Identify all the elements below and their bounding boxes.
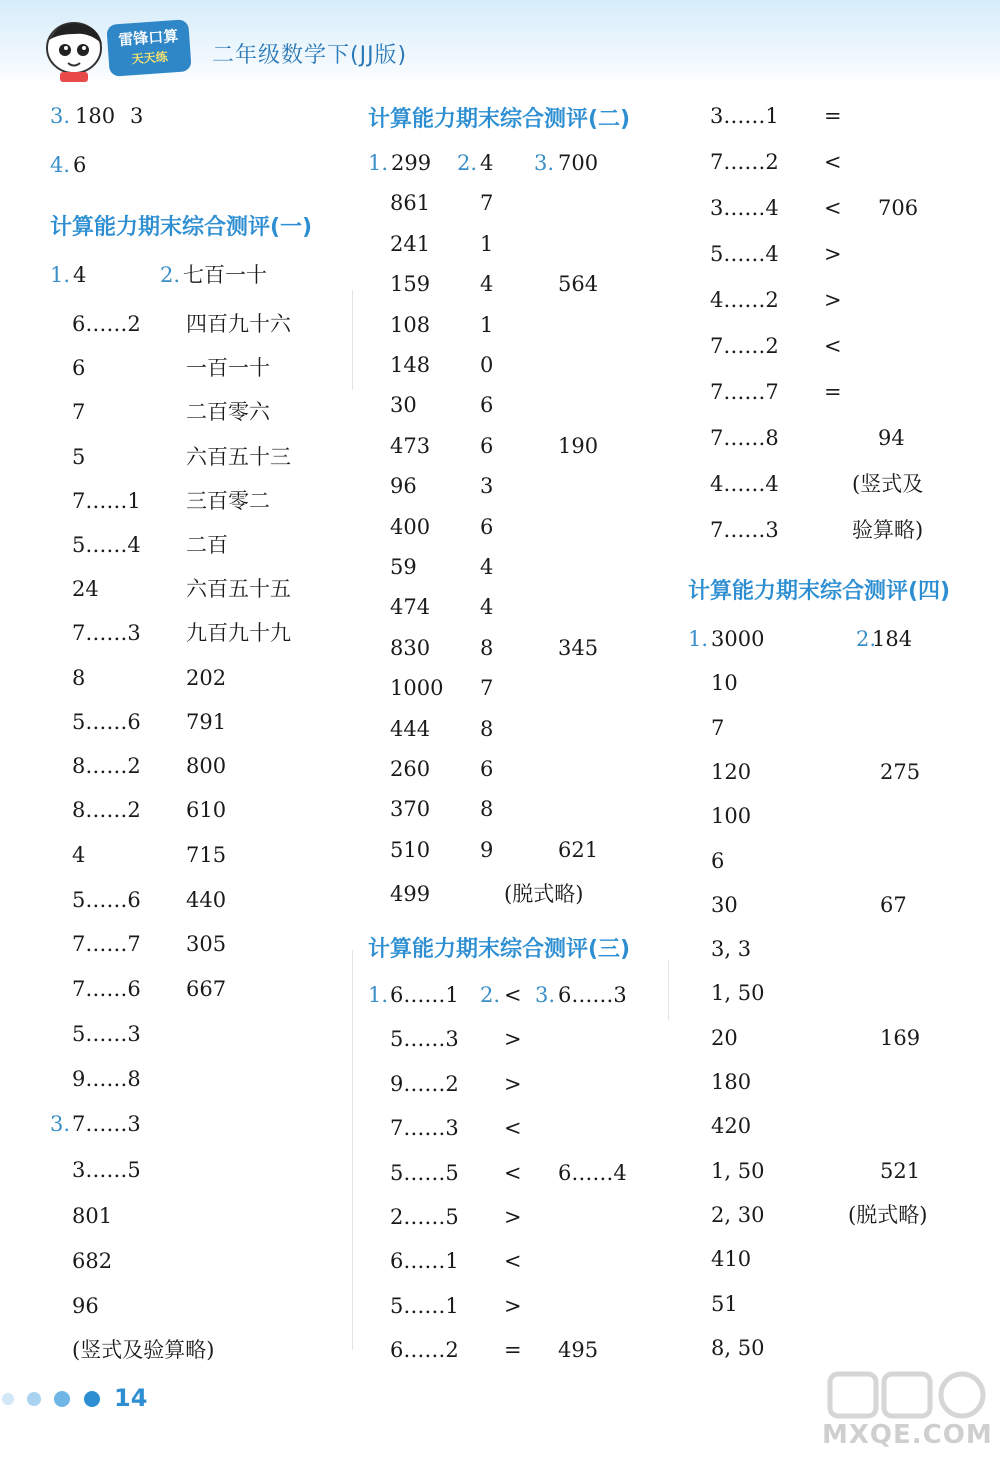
question-number: 1. bbox=[368, 983, 389, 1007]
answer-value: = bbox=[824, 380, 842, 404]
answer-value: (竖式及 bbox=[852, 472, 924, 496]
answer-value: 94 bbox=[878, 426, 905, 450]
answer-value: < bbox=[504, 983, 522, 1007]
answer-value: 6……2 bbox=[390, 1338, 459, 1362]
section-title-1: 计算能力期末综合测评(一) bbox=[50, 215, 313, 240]
answer-value: < bbox=[824, 334, 842, 358]
answer-value: 10 bbox=[711, 671, 738, 695]
question-number: 1. bbox=[368, 151, 389, 175]
answer-value: < bbox=[504, 1116, 522, 1140]
answer-value: 7……3 bbox=[390, 1116, 459, 1140]
answer-value: 7……3 bbox=[72, 621, 141, 645]
answer-value: 100 bbox=[711, 804, 752, 828]
answer-value: 6……2 bbox=[72, 312, 141, 336]
answer-value: 7……2 bbox=[710, 334, 779, 358]
answer-value: 24 bbox=[72, 577, 99, 601]
answer-value: 59 bbox=[390, 555, 417, 579]
answer-value: 410 bbox=[711, 1247, 752, 1271]
answer-value: 7……2 bbox=[710, 150, 779, 174]
answer-value: 30 bbox=[711, 893, 738, 917]
answer-value: 801 bbox=[72, 1204, 113, 1228]
answer-value: 4 bbox=[73, 263, 87, 287]
answer-value: 1 bbox=[480, 232, 494, 256]
answer-value: 6 bbox=[480, 434, 494, 458]
answer-value: 6……3 bbox=[558, 983, 627, 1007]
answer-value: 6 bbox=[72, 356, 86, 380]
answer-value: 3……5 bbox=[72, 1158, 141, 1182]
column-divider bbox=[352, 290, 353, 390]
column-divider bbox=[668, 960, 669, 1020]
answer-value: 275 bbox=[880, 760, 921, 784]
brand-name: 雷锋口算 bbox=[117, 26, 179, 50]
answer-value: 474 bbox=[390, 595, 431, 619]
answer-value: 8, 50 bbox=[711, 1336, 765, 1360]
answer-value: 8 bbox=[480, 797, 494, 821]
answer-value: 67 bbox=[880, 893, 907, 917]
answer-value: 5……5 bbox=[390, 1161, 459, 1185]
question-number: 2. bbox=[856, 627, 877, 651]
answer-value: 二百零六 bbox=[186, 400, 270, 424]
answer-value: 4 bbox=[480, 555, 494, 579]
answer-value: 495 bbox=[558, 1338, 599, 1362]
answer-value: 473 bbox=[390, 434, 431, 458]
answer-value: 700 bbox=[558, 151, 599, 175]
answer-value: 4……4 bbox=[710, 472, 779, 496]
answer-value: 96 bbox=[390, 474, 417, 498]
question-number: 2. bbox=[457, 151, 478, 175]
answer-value: 159 bbox=[390, 272, 431, 296]
question-number: 2. bbox=[160, 263, 181, 287]
answer-value: 7……7 bbox=[72, 932, 141, 956]
answer-value: 706 bbox=[878, 196, 919, 220]
answer-value: 7 bbox=[72, 400, 86, 424]
answer-value: 0 bbox=[480, 353, 494, 377]
answer-value: 667 bbox=[186, 977, 227, 1001]
page-header bbox=[0, 0, 1000, 88]
answer-value: 4 bbox=[480, 595, 494, 619]
answer-value: < bbox=[824, 196, 842, 220]
answer-value: 440 bbox=[186, 888, 227, 912]
answer-value: < bbox=[824, 150, 842, 174]
answer-value: 400 bbox=[390, 515, 431, 539]
answer-value: 一百一十 bbox=[186, 356, 270, 380]
column-divider bbox=[352, 950, 353, 1350]
answer-value: 190 bbox=[558, 434, 599, 458]
answer-value: 9……2 bbox=[390, 1072, 459, 1096]
book-title: 二年级数学下(JJ版) bbox=[212, 43, 408, 68]
question-number: 3. bbox=[534, 151, 555, 175]
question-number: 3. bbox=[50, 104, 71, 128]
answer-value: 610 bbox=[186, 798, 227, 822]
answer-value: 184 bbox=[872, 627, 913, 651]
answer-value: 4 bbox=[480, 151, 494, 175]
answer-value: 444 bbox=[390, 717, 431, 741]
question-number: 4. bbox=[50, 153, 71, 177]
answer-value: > bbox=[824, 242, 842, 266]
answer-value: 345 bbox=[558, 636, 599, 660]
answer-value: 8 bbox=[480, 636, 494, 660]
answer-value: 830 bbox=[390, 636, 431, 660]
answer-value: 7……8 bbox=[710, 426, 779, 450]
answer-value: 564 bbox=[558, 272, 599, 296]
answer-value: 51 bbox=[711, 1292, 738, 1316]
answer-value: 7……1 bbox=[72, 489, 141, 513]
answer-value: 715 bbox=[186, 843, 227, 867]
answer-value: > bbox=[504, 1294, 522, 1318]
answer-value: < bbox=[504, 1161, 522, 1185]
answer-value: 2, 30 bbox=[711, 1203, 765, 1227]
answer-value: 验算略) bbox=[852, 518, 924, 542]
answer-value: 3000 bbox=[711, 627, 765, 651]
answer-value: < bbox=[504, 1249, 522, 1273]
answer-value: 861 bbox=[390, 191, 431, 215]
answer-value: 九百九十九 bbox=[186, 621, 291, 645]
answer-value: 148 bbox=[390, 353, 431, 377]
answer-value: 260 bbox=[390, 757, 431, 781]
answer-value: 1 bbox=[480, 313, 494, 337]
answer-value: (脱式略) bbox=[848, 1203, 928, 1227]
page-number: 14 bbox=[114, 1384, 148, 1412]
answer-value: 5 bbox=[72, 445, 86, 469]
omission-note: (竖式及验算略) bbox=[72, 1338, 215, 1362]
answer-value: 499 bbox=[390, 882, 431, 906]
answer-value: > bbox=[824, 288, 842, 312]
answer-value: 180 bbox=[75, 104, 116, 128]
answer-value: 299 bbox=[391, 151, 432, 175]
answer-value: > bbox=[504, 1072, 522, 1096]
answer-value: 3 bbox=[130, 104, 144, 128]
omission-note: (脱式略) bbox=[504, 882, 584, 906]
answer-value: 6 bbox=[711, 849, 725, 873]
watermark-text: MXQE.COM bbox=[822, 1420, 993, 1450]
answer-value: 108 bbox=[390, 313, 431, 337]
answer-value: > bbox=[504, 1205, 522, 1229]
answer-value: 370 bbox=[390, 797, 431, 821]
answer-value: 8 bbox=[480, 717, 494, 741]
answer-value: 30 bbox=[390, 393, 417, 417]
answer-value: 4 bbox=[480, 272, 494, 296]
answer-value: 5……6 bbox=[72, 710, 141, 734]
answer-value: 5……4 bbox=[72, 533, 141, 557]
answer-value: 521 bbox=[880, 1159, 921, 1183]
answer-value: 7 bbox=[711, 716, 725, 740]
answer-value: 8 bbox=[72, 666, 86, 690]
answer-value: 9 bbox=[480, 838, 494, 862]
answer-value: 7 bbox=[480, 676, 494, 700]
question-number: 1. bbox=[50, 263, 71, 287]
question-number: 3. bbox=[535, 983, 556, 1007]
answer-value: 3 bbox=[480, 474, 494, 498]
answer-value: 6……1 bbox=[390, 983, 459, 1007]
answer-value: 20 bbox=[711, 1026, 738, 1050]
answer-value: 7……3 bbox=[72, 1112, 141, 1136]
answer-value: 96 bbox=[72, 1294, 99, 1318]
answer-value: 4 bbox=[72, 843, 86, 867]
answer-value: 169 bbox=[880, 1026, 921, 1050]
answer-value: 3……1 bbox=[710, 104, 779, 128]
section-title-2: 计算能力期末综合测评(二) bbox=[368, 107, 631, 132]
answer-value: 420 bbox=[711, 1114, 752, 1138]
answer-value: 7……3 bbox=[710, 518, 779, 542]
answer-value: > bbox=[504, 1027, 522, 1051]
answer-value: 1, 50 bbox=[711, 981, 765, 1005]
answer-value: 5……1 bbox=[390, 1294, 459, 1318]
answer-value: 180 bbox=[711, 1070, 752, 1094]
section-title-3: 计算能力期末综合测评(三) bbox=[368, 937, 631, 962]
answer-value: 5……3 bbox=[390, 1027, 459, 1051]
answer-value: 7……7 bbox=[710, 380, 779, 404]
answer-value: 791 bbox=[186, 710, 227, 734]
answer-value: 7 bbox=[480, 191, 494, 215]
answer-value: 6……1 bbox=[390, 1249, 459, 1273]
answer-value: 六百五十三 bbox=[186, 445, 291, 469]
answer-value: 3……4 bbox=[710, 196, 779, 220]
answer-value: 6 bbox=[480, 515, 494, 539]
answer-value: 5……6 bbox=[72, 888, 141, 912]
answer-value: 202 bbox=[186, 666, 227, 690]
answer-value: 510 bbox=[390, 838, 431, 862]
answer-value: = bbox=[504, 1338, 522, 1362]
answer-value: 二百 bbox=[186, 533, 228, 557]
answer-value: 6……4 bbox=[558, 1161, 627, 1185]
answer-value: 120 bbox=[711, 760, 752, 784]
answer-value: 2……5 bbox=[390, 1205, 459, 1229]
answer-value: 七百一十 bbox=[183, 263, 267, 287]
answer-value: 8……2 bbox=[72, 798, 141, 822]
answer-value: 1, 50 bbox=[711, 1159, 765, 1183]
answer-value: 8……2 bbox=[72, 754, 141, 778]
question-number: 2. bbox=[480, 983, 501, 1007]
brand-logo bbox=[106, 19, 191, 77]
answer-value: 4……2 bbox=[710, 288, 779, 312]
answer-value: = bbox=[824, 104, 842, 128]
answer-value: 六百五十五 bbox=[186, 577, 291, 601]
answer-value: 6 bbox=[73, 153, 87, 177]
answer-value: 5……4 bbox=[710, 242, 779, 266]
answer-value: 305 bbox=[186, 932, 227, 956]
answer-value: 5……3 bbox=[72, 1022, 141, 1046]
answer-value: 四百九十六 bbox=[186, 312, 291, 336]
answer-value: 6 bbox=[480, 757, 494, 781]
answer-value: 682 bbox=[72, 1249, 113, 1273]
answer-value: 3, 3 bbox=[711, 937, 752, 961]
question-number: 3. bbox=[50, 1112, 71, 1136]
answer-value: 800 bbox=[186, 754, 227, 778]
answer-value: 621 bbox=[558, 838, 599, 862]
answer-value: 三百零二 bbox=[186, 489, 270, 513]
answer-value: 7……6 bbox=[72, 977, 141, 1001]
question-number: 1. bbox=[688, 627, 709, 651]
brand-subtitle: 天天练 bbox=[131, 49, 169, 67]
section-title-4: 计算能力期末综合测评(四) bbox=[688, 579, 951, 604]
mascot-icon bbox=[40, 18, 110, 84]
answer-value: 9……8 bbox=[72, 1067, 141, 1091]
answer-value: 1000 bbox=[390, 676, 444, 700]
answer-value: 6 bbox=[480, 393, 494, 417]
decorative-dots-icon bbox=[0, 1390, 110, 1408]
answer-value: 241 bbox=[390, 232, 431, 256]
